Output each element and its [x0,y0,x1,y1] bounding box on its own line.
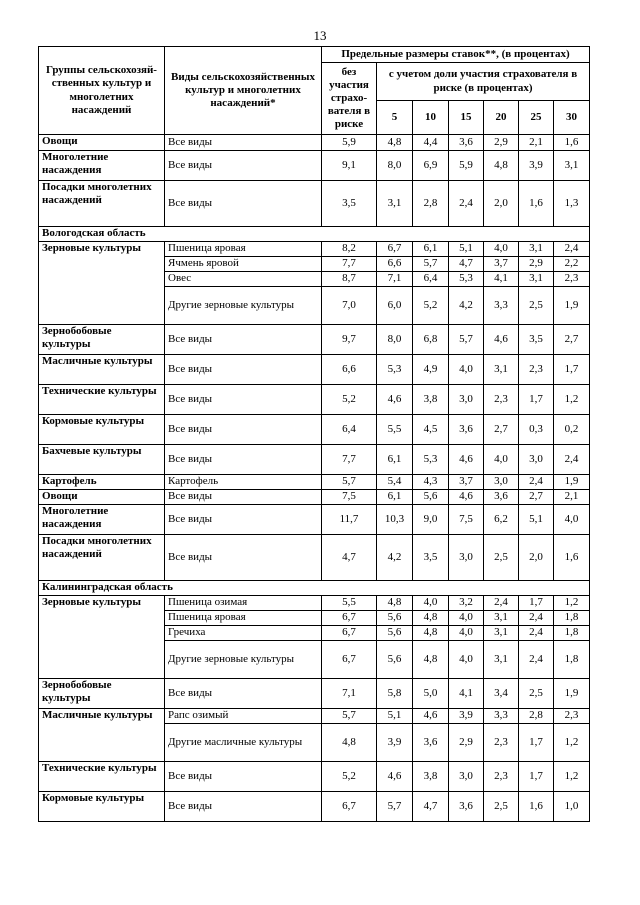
rate-share-cell: 6,0 [377,287,413,325]
rate-share-cell: 4,6 [449,445,484,475]
rate-share-cell: 4,6 [377,762,413,792]
rate-share-cell: 3,3 [484,709,519,724]
table-row [39,709,590,724]
rate-share-cell: 2,3 [554,709,590,724]
rate-share-cell: 5,7 [377,792,413,822]
header-with-share: с учетом доли участия страхователя в риске (в процентах) [377,63,590,101]
rate-share-cell: 2,5 [519,679,554,709]
rate-share-cell: 1,8 [554,641,590,679]
crop-kind-cell: Все виды [165,415,322,445]
rate-share-cell: 2,1 [519,135,554,151]
rate-share-cell: 1,2 [554,762,590,792]
header-group-col: Группы сельскохозяй- ственных культур и многолетних насаждений [39,47,165,135]
rate-no-share-cell: 5,2 [322,762,377,792]
rate-share-cell: 6,4 [413,272,449,287]
header-limit-rates: Предельные размеры ставок**, (в процентах) [322,47,590,63]
rate-share-cell: 3,6 [449,135,484,151]
table-row [39,325,590,355]
header-percent: 20 [484,101,519,135]
rate-share-cell: 5,6 [377,641,413,679]
rate-share-cell: 1,8 [554,626,590,641]
rate-share-cell: 2,4 [449,181,484,227]
rate-share-cell: 2,3 [554,272,590,287]
rate-share-cell: 1,9 [554,679,590,709]
rate-no-share-cell: 6,7 [322,626,377,641]
rate-share-cell: 3,6 [449,792,484,822]
rate-share-cell: 2,4 [519,626,554,641]
rate-share-cell: 2,3 [484,385,519,415]
rate-share-cell: 4,8 [413,641,449,679]
rate-share-cell: 6,8 [413,325,449,355]
rate-share-cell: 4,8 [377,596,413,611]
crop-group-cell: Масличные культуры [39,709,165,762]
rate-no-share-cell: 7,7 [322,257,377,272]
rate-share-cell: 2,7 [519,490,554,505]
rate-share-cell: 5,8 [377,679,413,709]
crop-group-cell: Зерновые культуры [39,596,165,679]
table-row [39,762,590,792]
crop-kind-cell: Другие зерновые культуры [165,287,322,325]
rate-share-cell: 2,9 [519,257,554,272]
rate-share-cell: 2,5 [484,535,519,581]
rate-share-cell: 6,2 [484,505,519,535]
rate-share-cell: 4,0 [449,611,484,626]
rate-share-cell: 5,6 [413,490,449,505]
rate-share-cell: 5,9 [449,151,484,181]
header-percent: 25 [519,101,554,135]
rate-share-cell: 5,7 [413,257,449,272]
header-without-share: без участия страхо- вателя в риске [322,63,377,135]
rate-share-cell: 4,8 [377,135,413,151]
rate-share-cell: 1,6 [519,792,554,822]
rate-share-cell: 4,0 [413,596,449,611]
rate-share-cell: 4,0 [449,355,484,385]
rate-no-share-cell: 11,7 [322,505,377,535]
crop-group-cell: Технические культуры [39,385,165,415]
rate-share-cell: 1,7 [519,385,554,415]
rate-no-share-cell: 6,6 [322,355,377,385]
rate-share-cell: 2,0 [484,181,519,227]
crop-kind-cell: Все виды [165,355,322,385]
crop-kind-cell: Все виды [165,135,322,151]
rate-share-cell: 3,3 [484,287,519,325]
table-row [39,385,590,415]
rate-share-cell: 2,2 [554,257,590,272]
rate-share-cell: 4,9 [413,355,449,385]
rate-no-share-cell: 5,2 [322,385,377,415]
rate-share-cell: 1,8 [554,611,590,626]
crop-group-cell: Картофель [39,475,165,490]
table-row [39,445,590,475]
rate-share-cell: 1,9 [554,475,590,490]
rate-share-cell: 4,8 [413,626,449,641]
rate-share-cell: 4,8 [484,151,519,181]
rate-share-cell: 2,9 [484,135,519,151]
rate-share-cell: 1,2 [554,596,590,611]
rate-share-cell: 10,3 [377,505,413,535]
rate-share-cell: 1,3 [554,181,590,227]
crop-group-cell: Зернобобовые культуры [39,679,165,709]
crop-kind-cell: Все виды [165,181,322,227]
region-row [39,581,590,596]
rate-share-cell: 4,6 [413,709,449,724]
crop-kind-cell: Пшеница озимая [165,596,322,611]
rate-share-cell: 4,6 [484,325,519,355]
rate-share-cell: 3,9 [449,709,484,724]
rate-share-cell: 5,6 [377,611,413,626]
header-percent: 15 [449,101,484,135]
rate-no-share-cell: 7,0 [322,287,377,325]
rate-no-share-cell: 9,7 [322,325,377,355]
rate-share-cell: 9,0 [413,505,449,535]
crop-kind-cell: Пшеница яровая [165,611,322,626]
table-row [39,151,590,181]
rate-share-cell: 3,9 [377,724,413,762]
rate-share-cell: 1,6 [554,535,590,581]
rate-share-cell: 1,2 [554,385,590,415]
rate-share-cell: 2,7 [484,415,519,445]
rate-share-cell: 4,1 [484,272,519,287]
crop-kind-cell: Пшеница яровая [165,242,322,257]
rate-share-cell: 5,6 [377,626,413,641]
table-row [39,792,590,822]
crop-group-cell: Овощи [39,490,165,505]
crop-kind-cell: Другие масличные культуры [165,724,322,762]
rate-share-cell: 4,0 [449,626,484,641]
rate-share-cell: 2,4 [554,445,590,475]
rate-share-cell: 4,7 [449,257,484,272]
rate-share-cell: 6,9 [413,151,449,181]
crop-kind-cell: Ячмень яровой [165,257,322,272]
crop-group-cell: Зернобобовые культуры [39,325,165,355]
rate-share-cell: 1,7 [519,596,554,611]
rate-no-share-cell: 5,7 [322,709,377,724]
rate-no-share-cell: 4,7 [322,535,377,581]
rate-share-cell: 6,1 [377,445,413,475]
rate-share-cell: 2,1 [554,490,590,505]
rate-share-cell: 5,1 [377,709,413,724]
crop-kind-cell: Все виды [165,505,322,535]
rate-share-cell: 3,0 [519,445,554,475]
rate-no-share-cell: 4,8 [322,724,377,762]
rate-no-share-cell: 3,5 [322,181,377,227]
table-row [39,490,590,505]
rate-share-cell: 3,8 [413,762,449,792]
crop-group-cell: Зерновые культуры [39,242,165,325]
rate-no-share-cell: 7,7 [322,445,377,475]
rate-share-cell: 2,4 [484,596,519,611]
rate-no-share-cell: 9,1 [322,151,377,181]
rate-share-cell: 3,0 [449,385,484,415]
rate-share-cell: 3,9 [519,151,554,181]
rate-share-cell: 4,2 [377,535,413,581]
rate-share-cell: 5,5 [377,415,413,445]
rate-no-share-cell: 6,7 [322,792,377,822]
header-percent: 30 [554,101,590,135]
rate-share-cell: 4,6 [449,490,484,505]
crop-group-cell: Кормовые культуры [39,792,165,822]
crop-kind-cell: Все виды [165,325,322,355]
rate-share-cell: 5,7 [449,325,484,355]
rate-share-cell: 2,3 [519,355,554,385]
rate-share-cell: 1,7 [554,355,590,385]
region-row [39,227,590,242]
rate-no-share-cell: 6,4 [322,415,377,445]
crop-kind-cell: Все виды [165,151,322,181]
crop-group-cell: Масличные культуры [39,355,165,385]
rate-share-cell: 8,0 [377,151,413,181]
table-row [39,181,590,227]
rate-share-cell: 0,3 [519,415,554,445]
rate-share-cell: 3,5 [519,325,554,355]
rate-share-cell: 3,4 [484,679,519,709]
rate-no-share-cell: 6,7 [322,641,377,679]
rate-share-cell: 3,1 [377,181,413,227]
crop-kind-cell: Другие зерновые культуры [165,641,322,679]
crop-group-cell: Посадки многолетних насаждений [39,535,165,581]
rate-share-cell: 2,4 [519,641,554,679]
table-body [39,135,590,822]
rate-share-cell: 3,1 [519,272,554,287]
crop-kind-cell: Все виды [165,679,322,709]
rate-share-cell: 2,8 [413,181,449,227]
rate-share-cell: 4,0 [484,242,519,257]
crop-group-cell: Многолетние насаждения [39,505,165,535]
rate-share-cell: 3,5 [413,535,449,581]
rate-share-cell: 2,4 [519,475,554,490]
header-kind-col: Виды сельскохозяйственных культур и многолетних насаждений* [165,47,322,135]
rate-share-cell: 5,1 [449,242,484,257]
rate-share-cell: 3,1 [484,641,519,679]
rate-share-cell: 6,6 [377,257,413,272]
rate-share-cell: 3,1 [519,242,554,257]
rate-share-cell: 4,6 [377,385,413,415]
rate-share-cell: 6,7 [377,242,413,257]
crop-kind-cell: Гречиха [165,626,322,641]
crop-kind-cell: Все виды [165,490,322,505]
rate-share-cell: 0,2 [554,415,590,445]
rate-share-cell: 4,0 [554,505,590,535]
rate-share-cell: 3,1 [484,626,519,641]
rate-share-cell: 4,7 [413,792,449,822]
rate-share-cell: 5,0 [413,679,449,709]
rate-share-cell: 5,4 [377,475,413,490]
crop-group-cell: Технические культуры [39,762,165,792]
rate-share-cell: 3,0 [484,475,519,490]
rate-share-cell: 5,3 [377,355,413,385]
crop-group-cell: Многолетние насаждения [39,151,165,181]
rate-share-cell: 2,4 [554,242,590,257]
rate-share-cell: 4,4 [413,135,449,151]
table-row [39,135,590,151]
rate-share-cell: 1,7 [519,724,554,762]
rate-share-cell: 5,1 [519,505,554,535]
rate-share-cell: 3,2 [449,596,484,611]
table-row [39,505,590,535]
rate-share-cell: 3,1 [554,151,590,181]
crop-kind-cell: Рапс озимый [165,709,322,724]
rate-share-cell: 2,3 [484,762,519,792]
table-row [39,355,590,385]
rate-share-cell: 6,1 [377,490,413,505]
rate-no-share-cell: 8,2 [322,242,377,257]
rate-no-share-cell: 7,5 [322,490,377,505]
table-row [39,475,590,490]
rate-share-cell: 8,0 [377,325,413,355]
crop-kind-cell: Все виды [165,535,322,581]
rate-share-cell: 2,0 [519,535,554,581]
rate-share-cell: 1,6 [519,181,554,227]
rate-share-cell: 4,0 [484,445,519,475]
crop-kind-cell: Все виды [165,762,322,792]
region-heading: Калининградская область [39,581,590,596]
rate-share-cell: 2,4 [519,611,554,626]
rate-share-cell: 3,1 [484,611,519,626]
rate-share-cell: 6,1 [413,242,449,257]
rate-share-cell: 3,6 [484,490,519,505]
rate-share-cell: 5,3 [413,445,449,475]
rate-no-share-cell: 8,7 [322,272,377,287]
rate-share-cell: 3,7 [484,257,519,272]
rate-no-share-cell: 6,7 [322,611,377,626]
rate-share-cell: 2,5 [484,792,519,822]
crop-kind-cell: Овес [165,272,322,287]
crop-group-cell: Посадки многолетних насаждений [39,181,165,227]
rate-share-cell: 1,9 [554,287,590,325]
table-row [39,679,590,709]
rate-share-cell: 3,6 [413,724,449,762]
rate-share-cell: 3,0 [449,535,484,581]
page-number: 13 [313,28,327,43]
rate-no-share-cell: 5,5 [322,596,377,611]
rate-share-cell: 4,5 [413,415,449,445]
rate-share-cell: 1,7 [519,762,554,792]
table-row [39,415,590,445]
rate-share-cell: 2,3 [484,724,519,762]
table-row [39,596,590,611]
header-percent: 10 [413,101,449,135]
rate-share-cell: 5,2 [413,287,449,325]
rate-share-cell: 7,1 [377,272,413,287]
rate-share-cell: 4,3 [413,475,449,490]
rate-share-cell: 2,5 [519,287,554,325]
rate-share-cell: 5,3 [449,272,484,287]
crop-group-cell: Бахчевые культуры [39,445,165,475]
rate-share-cell: 1,6 [554,135,590,151]
rate-share-cell: 4,2 [449,287,484,325]
rate-no-share-cell: 7,1 [322,679,377,709]
rate-share-cell: 4,0 [449,641,484,679]
region-heading: Вологодская область [39,227,590,242]
crop-group-cell: Овощи [39,135,165,151]
rate-share-cell: 1,0 [554,792,590,822]
crop-kind-cell: Все виды [165,385,322,415]
rate-share-cell: 4,1 [449,679,484,709]
rate-share-cell: 1,2 [554,724,590,762]
table-row [39,242,590,257]
insurance-rates-table [38,46,590,822]
rate-share-cell: 2,9 [449,724,484,762]
rate-share-cell: 3,0 [449,762,484,792]
crop-kind-cell: Все виды [165,445,322,475]
rate-share-cell: 3,1 [484,355,519,385]
rate-no-share-cell: 5,9 [322,135,377,151]
rate-share-cell: 3,7 [449,475,484,490]
header-percent: 5 [377,101,413,135]
crop-group-cell: Кормовые культуры [39,415,165,445]
crop-kind-cell: Картофель [165,475,322,490]
rate-share-cell: 3,8 [413,385,449,415]
rate-share-cell: 4,8 [413,611,449,626]
rate-share-cell: 7,5 [449,505,484,535]
rate-share-cell: 2,7 [554,325,590,355]
rate-share-cell: 3,6 [449,415,484,445]
rate-no-share-cell: 5,7 [322,475,377,490]
rate-share-cell: 2,8 [519,709,554,724]
table-row [39,535,590,581]
crop-kind-cell: Все виды [165,792,322,822]
